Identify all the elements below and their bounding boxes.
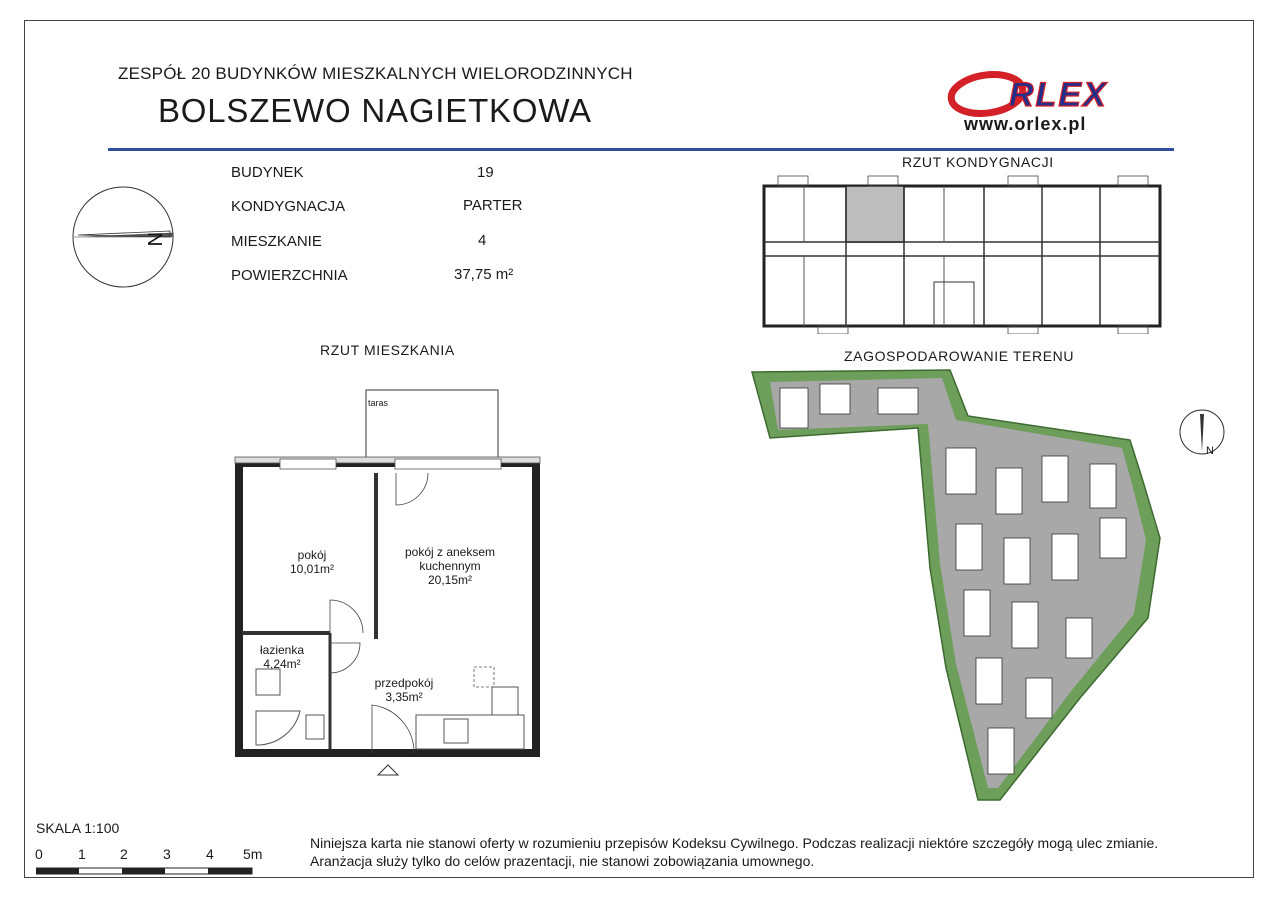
scale-tick-4: 4 [206,846,214,862]
scale-tick-0: 0 [35,846,43,862]
project-subtitle: ZESPÓŁ 20 BUDYNKÓW MIESZKALNYCH WIELORODZINNYCH [118,64,633,83]
compass-n-label: N [143,232,165,247]
site-plan-map [750,368,1170,808]
window-top-left [280,459,336,469]
door-bedroom [330,600,363,633]
sink [492,687,518,715]
door-balcony [396,473,428,505]
logo-url: www.orlex.pl [964,114,1087,134]
info-label-mieszkanie: MIESZKANIE [231,233,322,250]
shower [256,711,300,745]
area-przedpokoj: 3,35m² [385,690,423,704]
info-value-budynek: 19 [477,164,494,181]
label-lazienka: łazienka [259,643,305,657]
section-floor-plan: RZUT KONDYGNACJI [902,154,1054,170]
entrance-arrow-icon [378,765,398,775]
info-value-powierzchnia: 37,75 m² [454,266,514,283]
label-taras: taras [368,398,389,408]
label-przedpokoj: przedpokój [374,676,434,690]
scale-tick-5: 5m [243,846,263,862]
staircase [934,282,974,326]
compass-icon [70,185,180,289]
label-pokoj: pokój [297,548,327,562]
info-label-kondygnacja: KONDYGNACJA [231,198,346,215]
area-salon: 20,15m² [427,573,473,587]
site-north-arrow-icon [1178,404,1226,460]
label-salon-line2: kuchennym [419,559,481,573]
scale-tick-1: 1 [78,846,86,862]
scale-tick-3: 3 [163,846,171,862]
door-entrance [372,705,414,753]
building-floor-plan [758,172,1168,334]
highlighted-apartment [846,186,904,242]
fridge-outline [474,667,494,687]
disclaimer-line-2: Aranżacja służy tylko do celów prazentacji, nie stanowi zobowiązania umownego. [310,853,815,869]
header-divider [108,148,1174,151]
info-value-mieszkanie: 4 [478,232,487,249]
site-north-label: N [1206,445,1214,457]
section-apartment-plan: RZUT MIESZKANIA [320,342,455,358]
project-title: BOLSZEWO NAGIETKOWA [158,92,592,129]
area-pokoj: 10,01m² [289,562,335,576]
info-label-powierzchnia: POWIERZCHNIA [231,267,348,284]
window-top-right [395,459,501,469]
washbasin [256,669,280,695]
scale-label: SKALA 1:100 [36,820,120,836]
label-salon-line1: pokój z aneksem [404,545,496,559]
toilet [306,715,324,739]
disclaimer-text [310,834,1158,870]
info-value-kondygnacja: PARTER [463,197,523,214]
info-label-budynek: BUDYNEK [231,164,304,181]
kitchen-counter [416,715,524,749]
area-lazienka: 4,24m² [263,657,301,671]
svg-text:RLEX: RLEX [1009,76,1108,114]
scale-bar [36,864,256,876]
section-site-plan: ZAGOSPODAROWANIE TERENU [844,348,1075,364]
door-bathroom [330,643,360,673]
cooktop [444,719,468,743]
disclaimer-line-1: Niniejsza karta nie stanowi oferty w rozumieniu przepisów Kodeksu Cywilnego. Podczas realizacji niektóre szczegóły mogą ulec zmianie. [310,835,1159,851]
scale-tick-2: 2 [120,846,128,862]
